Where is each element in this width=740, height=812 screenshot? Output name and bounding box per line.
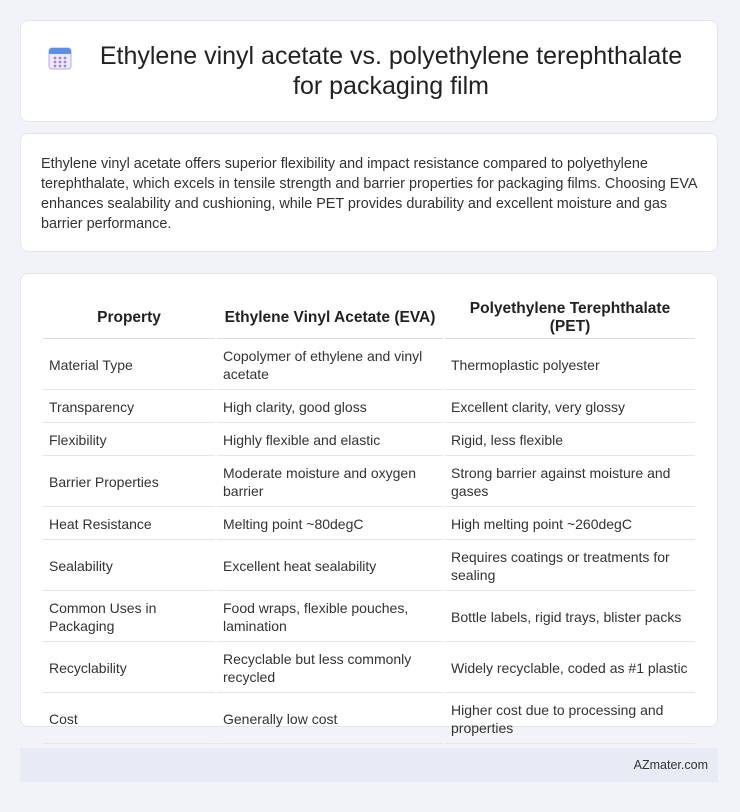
cell-property: Heat Resistance: [43, 509, 215, 540]
cell-eva: Recyclable but less commonly recycled: [217, 644, 443, 693]
comparison-card: [20, 273, 718, 736]
cell-pet: High melting point ~260degC: [445, 509, 695, 540]
header-property: Property: [43, 296, 215, 339]
table-row: [43, 695, 695, 744]
table-row: [43, 341, 695, 390]
comparison-table: [41, 294, 697, 746]
cell-eva: High clarity, good gloss: [217, 392, 443, 423]
table-row: [43, 593, 695, 642]
cell-property: Barrier Properties: [43, 458, 215, 507]
summary-card: [20, 133, 718, 252]
table-row: [43, 509, 695, 540]
cell-property: Common Uses in Packaging: [43, 593, 215, 642]
footer-bar: [20, 748, 718, 782]
cell-pet: Excellent clarity, very glossy: [445, 392, 695, 423]
summary-text: Ethylene vinyl acetate offers superior flexibility and impact resistance compared to polyethylene terephthalate, which excels in tensile strength and barrier properties for packaging films. Choosing EVA enhances sealability and cushioning, while PET provides durability and excellent moisture and gas barrier performance.: [41, 156, 697, 232]
table-row: [43, 458, 695, 507]
cell-eva: Food wraps, flexible pouches, lamination: [217, 593, 443, 642]
cell-pet: Requires coatings or treatments for sealing: [445, 542, 695, 591]
cell-property: Recyclability: [43, 644, 215, 693]
cell-property: Material Type: [43, 341, 215, 390]
table-header-row: [43, 296, 695, 339]
cell-eva: Generally low cost: [217, 695, 443, 744]
cell-property: Sealability: [43, 542, 215, 591]
cell-pet: Thermoplastic polyester: [445, 341, 695, 390]
cell-property: Transparency: [43, 392, 215, 423]
cell-pet: Strong barrier against moisture and gases: [445, 458, 695, 507]
table-row: [43, 425, 695, 456]
cell-eva: Highly flexible and elastic: [217, 425, 443, 456]
cell-pet: Bottle labels, rigid trays, blister packs: [445, 593, 695, 642]
page-title: Ethylene vinyl acetate vs. polyethylene terephthalate for packaging film: [99, 42, 683, 100]
cell-eva: Moderate moisture and oxygen barrier: [217, 458, 443, 507]
cell-property: Cost: [43, 695, 215, 744]
calendar-grid-icon: [47, 45, 73, 71]
cell-pet: Widely recyclable, coded as #1 plastic: [445, 644, 695, 693]
cell-eva: Excellent heat sealability: [217, 542, 443, 591]
cell-property: Flexibility: [43, 425, 215, 456]
table-row: [43, 644, 695, 693]
header-eva: Ethylene Vinyl Acetate (EVA): [217, 296, 443, 339]
cell-pet: Rigid, less flexible: [445, 425, 695, 456]
table-row: [43, 542, 695, 591]
cell-eva: Melting point ~80degC: [217, 509, 443, 540]
cell-eva: Copolymer of ethylene and vinyl acetate: [217, 341, 443, 390]
title-card: [20, 20, 718, 122]
header-pet: Polyethylene Terephthalate (PET): [445, 296, 695, 339]
table-row: [43, 392, 695, 423]
footer-brand[interactable]: AZmater.com: [633, 758, 708, 772]
cell-pet: Higher cost due to processing and properties: [445, 695, 695, 744]
